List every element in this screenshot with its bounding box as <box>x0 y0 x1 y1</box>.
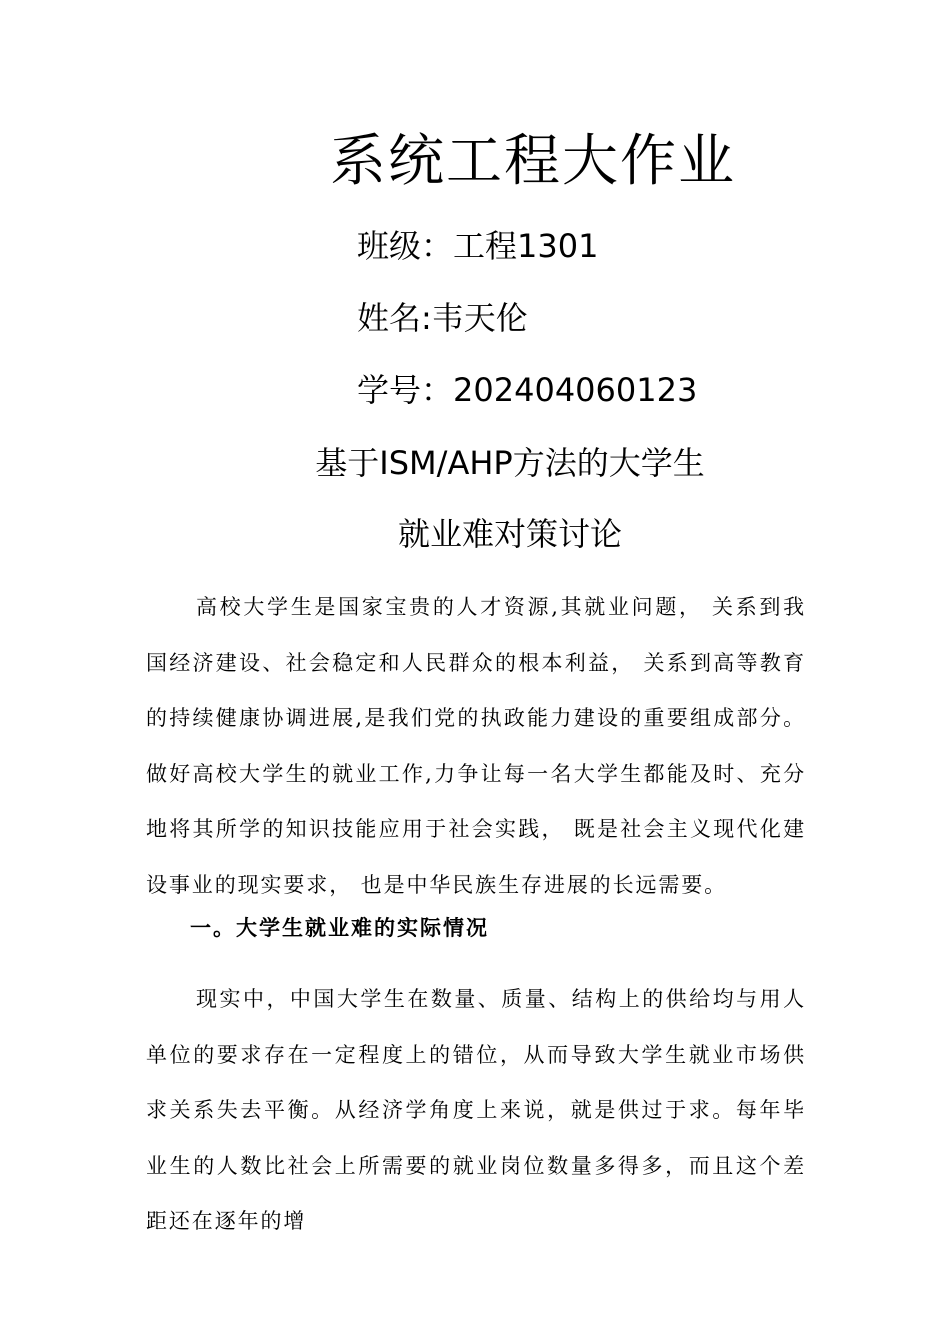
intro-paragraph: 高校大学生是国家宝贵的人才资源,其就业问题， 关系到我国经济建设、社会稳定和人民群众的根本利益， 关系到高等教育的持续健康协调进展,是我们党的执政能力建设的重要组成部分。做好高校大学生的就业工作,力争让每一名大学生都能及时、充分地将其所学的知识技能应用于社会实践， 既是社会主义现代化建设事业的现实要求， 也是中华民族生存进展的长远需要。 <box>146 595 806 897</box>
section-heading: 一。大学生就业难的实际情况 <box>190 916 489 940</box>
class-label: 班级： <box>357 227 454 265</box>
class-line <box>357 226 598 266</box>
name-label: 姓名: <box>357 299 432 337</box>
subtitle-line-2: 就业难对策讨论 <box>397 515 622 553</box>
student-id-value: 202404060123 <box>453 371 698 409</box>
subtitle-line-1: 基于ISM/AHP方法的大学生 <box>315 444 705 482</box>
name-line <box>357 298 528 338</box>
student-id-line <box>357 370 697 410</box>
name-value: 韦天伦 <box>431 299 528 337</box>
student-id-label: 学号： <box>357 371 454 409</box>
class-value: 工程1301 <box>453 227 599 265</box>
document-title: 系统工程大作业 <box>330 129 736 194</box>
section-paragraph: 现实中，中国大学生在数量、质量、结构上的供给均与用人单位的要求存在一定程度上的错位，从而导致大学生就业市场供求关系失去平衡。从经济学角度上来说，就是供过于求。每年毕业生的人数比社会上所需要的就业岗位数量多得多，而且这个差距还在逐年的增 <box>146 987 806 1233</box>
